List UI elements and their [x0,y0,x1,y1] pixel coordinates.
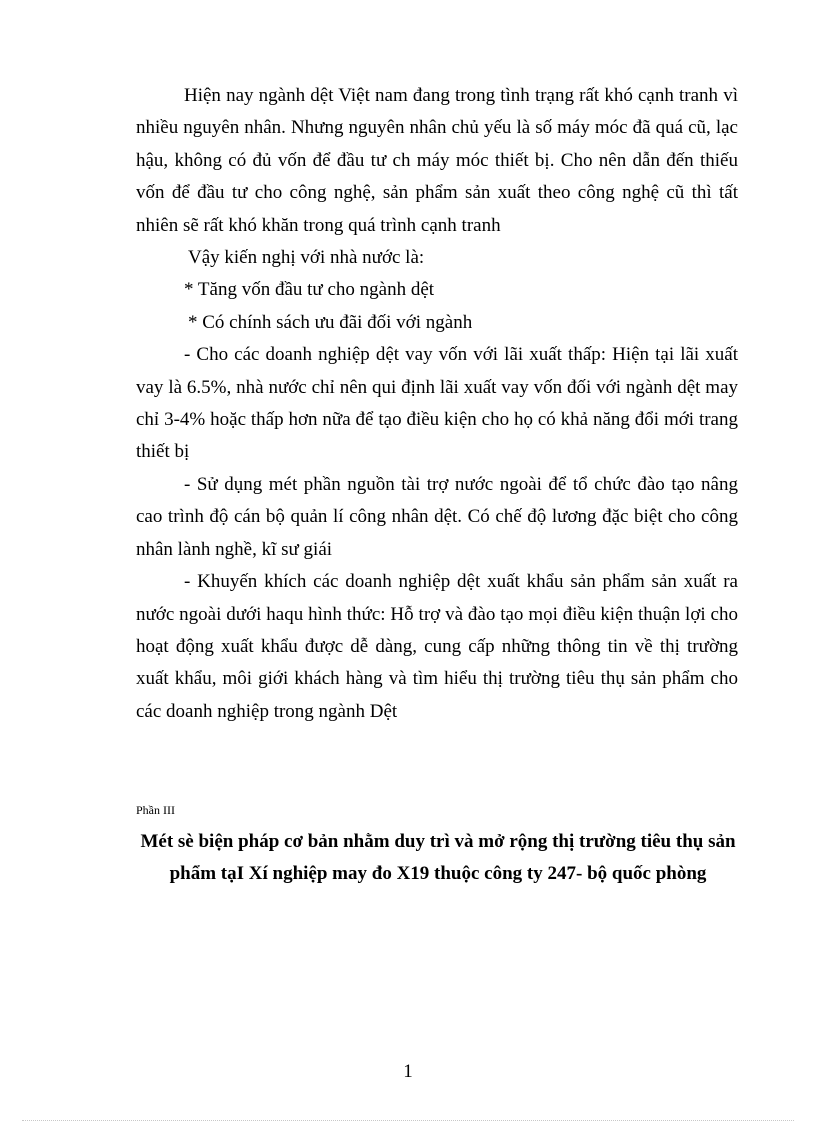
paragraph-low-interest-loans: - Cho các doanh nghiệp dệt vay vốn với lãi xuất thấp: Hiện tại lãi xuất vay là 6.5%, nhà nước chỉ nên qui định lãi xuất vay vốn đối với ngành dệt may chỉ 3-4% hoặc thấp hơn nữa để tạo điều kiện cho họ có khả năng đổi mới trang thiết bị [136,344,738,463]
paragraph-recommendation-lead: Vậy kiến nghị với nhà nước là: [188,247,425,269]
footer-divider [22,1120,794,1121]
page-number: 1 [403,1061,413,1082]
section-label: Phần III [136,803,175,817]
body-text [136,80,738,728]
paragraph-intro: Hiện nay ngành dệt Việt nam đang trong tình trạng rất khó cạnh tranh vì nhiều nguyên nhân. Nhưng nguyên nhân chủ yếu là số máy móc đã quá cũ, lạc hậu, không có đủ vốn để đầu tư ch máy móc thiết bị. Cho nên dẫn đến thiếu vốn để đầu tư cho công nghệ, sản phẩm sản xuất theo công nghệ cũ thì tất nhiên sẽ rất khó khăn trong quá trình cạnh tranh [136,85,738,236]
bullet-preferential-policy: * Có chính sách ưu đãi đối với ngành [188,311,473,333]
paragraph-training-funding: - Sử dụng mét phần nguồn tài trợ nước ngoài để tổ chức đào tạo nâng cao trình độ cán bộ quản lí công nhân dệt. Có chế độ lương đặc biệt cho công nhân lành nghề, kĩ sư giái [136,473,738,560]
section-title: Mét sè biện pháp cơ bản nhằm duy trì và mở rộng thị trường tiêu thụ sản phẩm tạI Xí nghiệp may đo X19 thuộc công ty 247- bộ quốc phòng [140,831,736,884]
bullet-increase-investment: * Tăng vốn đầu tư cho ngành dệt [184,279,435,301]
paragraph-export-support: - Khuyến khích các doanh nghiệp dệt xuất khẩu sản phẩm sản xuất ra nước ngoài dưới haqu hình thức: Hỗ trợ và đào tạo mọi điều kiện thuận lợi cho hoạt động xuất khẩu được dễ dàng, cung cấp những thông tin về thị trường xuất khẩu, môi giới khách hàng và tìm hiểu thị trường tiêu thụ sản phẩm cho các doanh nghiệp trong ngành Dệt [136,571,738,722]
